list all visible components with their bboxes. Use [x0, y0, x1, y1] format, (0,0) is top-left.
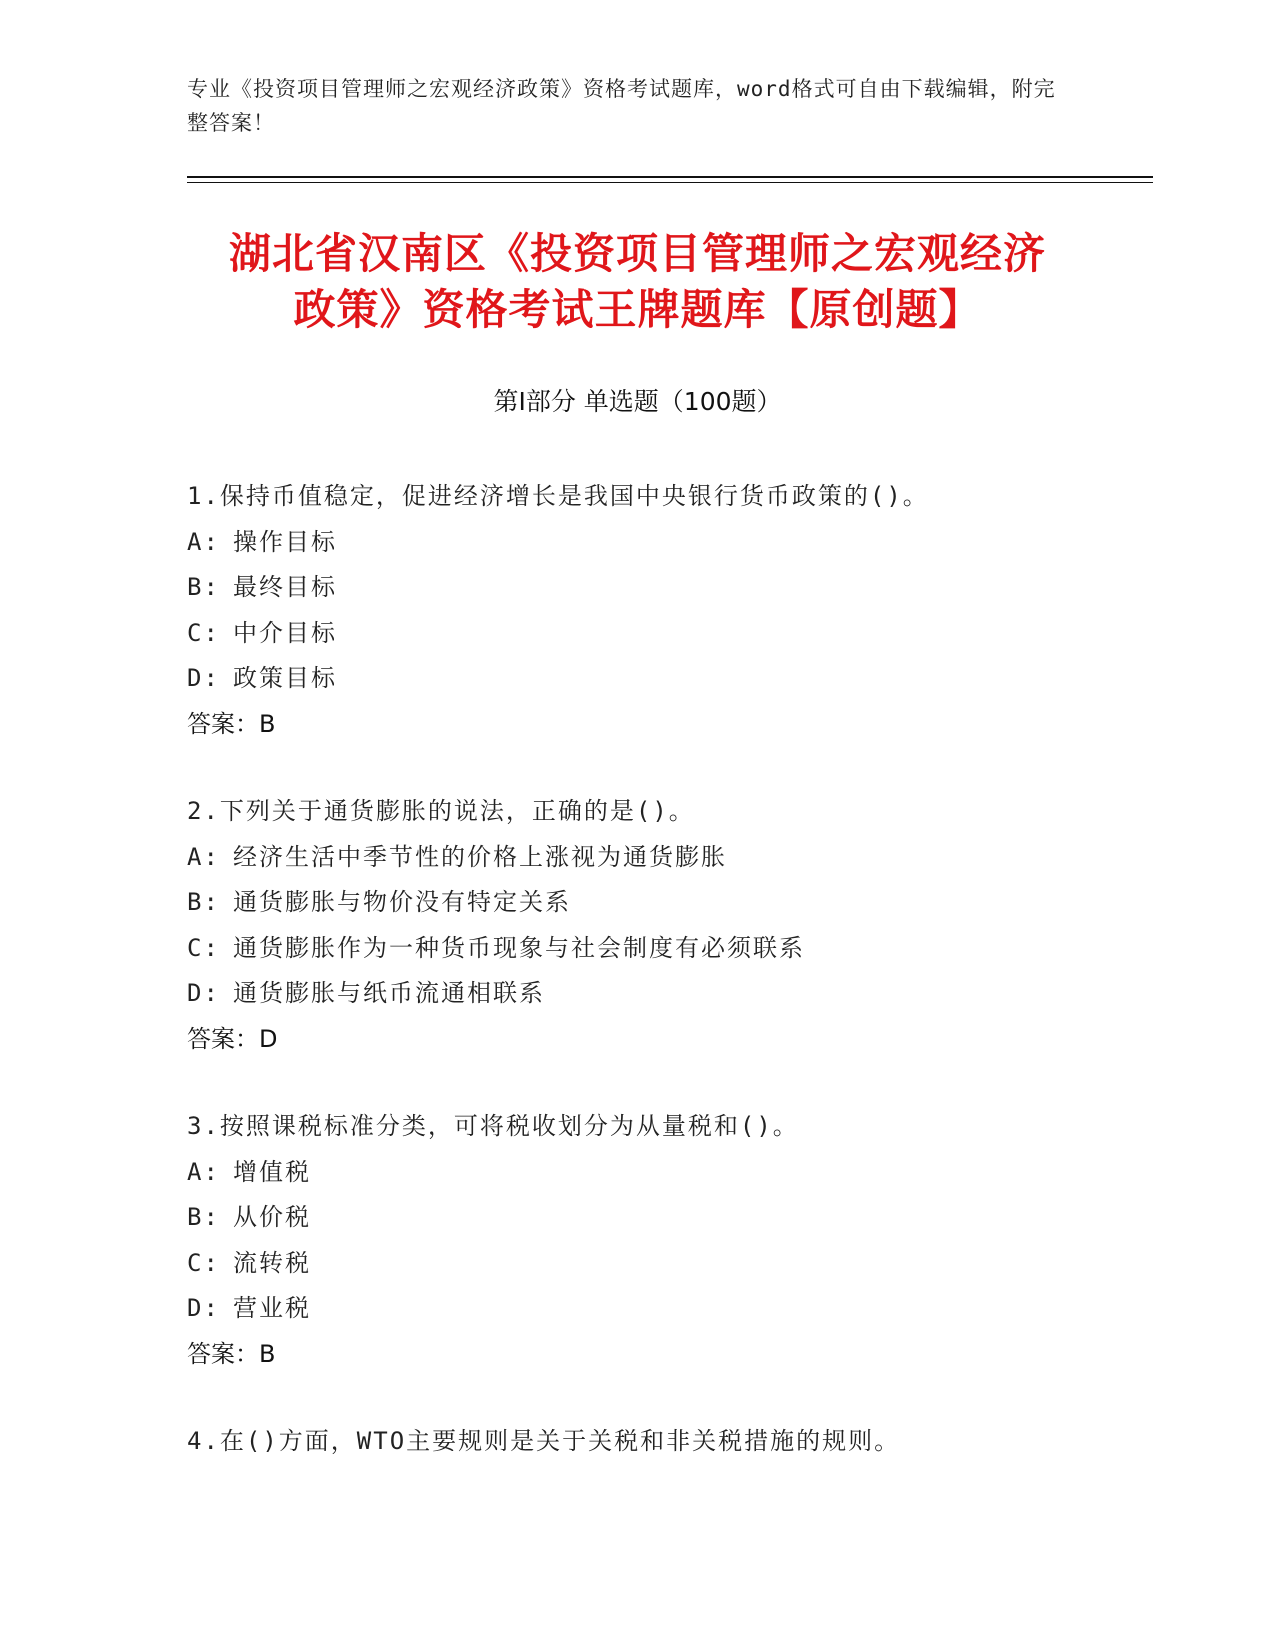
option-text: 最终目标 — [233, 573, 337, 601]
question-stem: 2.下列关于通货膨胀的说法，正确的是()。 — [187, 797, 695, 825]
option-b — [187, 565, 1147, 611]
document-title-line-2: 政策》资格考试王牌题库【原创题】 — [293, 285, 982, 334]
answer-line — [187, 1017, 1147, 1063]
question-2 — [187, 789, 1147, 1062]
question-stem: 4.在()方面，WTO主要规则是关于关税和非关税措施的规则。 — [187, 1427, 901, 1455]
answer-label: 答案： — [187, 709, 259, 738]
option-letter: C: — [187, 1248, 220, 1277]
option-d — [187, 656, 1147, 702]
section-title: 第Ⅰ部分 单选题（100题） — [493, 387, 782, 416]
option-text: 通货膨胀与物价没有特定关系 — [233, 888, 571, 916]
header-rule-thin — [187, 182, 1153, 183]
question-list — [187, 474, 1147, 1507]
option-letter: A: — [187, 527, 220, 556]
option-c — [187, 926, 1147, 972]
document-title — [160, 226, 1115, 338]
option-letter: B: — [187, 888, 220, 916]
answer-value: B — [259, 1339, 276, 1368]
document-title-line-1: 湖北省汉南区《投资项目管理师之宏观经济 — [228, 229, 1046, 278]
answer-line — [187, 702, 1147, 748]
option-text: 操作目标 — [233, 527, 337, 556]
option-a — [187, 1150, 1147, 1196]
option-text: 营业税 — [233, 1294, 311, 1322]
question-3 — [187, 1104, 1147, 1377]
header-rule-thick — [187, 176, 1153, 178]
option-b — [187, 1195, 1147, 1241]
option-text: 通货膨胀作为一种货币现象与社会制度有必须联系 — [233, 933, 805, 962]
answer-line — [187, 1332, 1147, 1378]
answer-label: 答案： — [187, 1024, 259, 1053]
question-stem: 3.按照课税标准分类，可将税收划分为从量税和()。 — [187, 1112, 799, 1140]
option-b — [187, 880, 1147, 926]
option-c — [187, 1241, 1147, 1287]
option-a — [187, 520, 1147, 566]
option-letter: B: — [187, 573, 220, 601]
question-1 — [187, 474, 1147, 747]
option-c — [187, 611, 1147, 657]
option-letter: B: — [187, 1203, 220, 1231]
option-letter: A: — [187, 842, 220, 871]
header-note: 专业《投资项目管理师之宏观经济政策》资格考试题库，word格式可自由下载编辑，附完整答案！ — [187, 77, 1056, 135]
option-text: 增值税 — [233, 1157, 311, 1186]
option-letter: C: — [187, 618, 220, 647]
question-4 — [187, 1419, 1147, 1465]
option-letter: D: — [187, 1294, 220, 1322]
option-d — [187, 971, 1147, 1017]
option-text: 从价税 — [233, 1203, 311, 1231]
option-text: 政策目标 — [233, 664, 337, 692]
option-letter: D: — [187, 979, 220, 1007]
question-stem: 1.保持币值稳定，促进经济增长是我国中央银行货币政策的()。 — [187, 482, 929, 510]
option-letter: C: — [187, 933, 220, 962]
option-d — [187, 1286, 1147, 1332]
answer-value: D — [259, 1024, 278, 1053]
option-text: 通货膨胀与纸币流通相联系 — [233, 979, 545, 1007]
answer-label: 答案： — [187, 1339, 259, 1368]
option-letter: A: — [187, 1157, 220, 1186]
option-text: 流转税 — [233, 1248, 311, 1277]
option-letter: D: — [187, 664, 220, 692]
option-a — [187, 835, 1147, 881]
answer-value: B — [259, 709, 276, 738]
option-text: 中介目标 — [233, 618, 337, 647]
option-text: 经济生活中季节性的价格上涨视为通货膨胀 — [233, 842, 727, 871]
